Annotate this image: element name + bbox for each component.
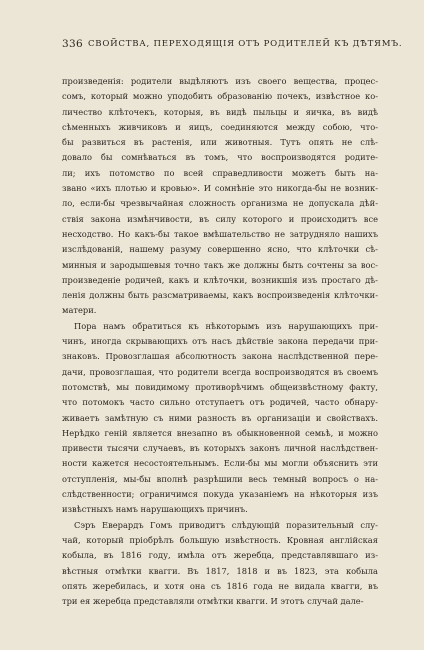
text-line: звано «ихъ плотью и кровью». И сомнѣніе это никогда-бы не возник- (62, 183, 378, 194)
text-line: Нерѣдко геній является внезапно въ обыкновенной семьѣ, и можно (62, 427, 378, 438)
text-line: сомъ, который можно уподобить образованію почекъ, извѣстное ко- (62, 91, 378, 102)
text-line: Сэръ Еверардъ Гомъ приводитъ слѣдующій поразительный слу- (74, 519, 378, 530)
page-header (62, 34, 403, 54)
text-line: чинъ, иногда скрывающихъ отъ насъ дѣйствіе закона передачи при- (62, 336, 378, 347)
text-line: что потомокъ часто сильно отступаетъ отъ родичей, часто обнару- (62, 397, 378, 408)
text-line: дачи, провозглашая, что родители всегда воспроизводятся въ своемъ (62, 366, 378, 377)
text-line: извѣстныхъ намъ нарушающихъ причинъ. (62, 504, 248, 515)
text-line: матери. (62, 305, 97, 316)
text-line: вѣстныя отмѣтки квагги. Въ 1817, 1818 и въ 1823, эта кобыла (62, 565, 378, 576)
text-line: ло, если-бы чрезвычайная сложность организма не допускала дѣй- (62, 198, 378, 209)
text-line: ли; ихъ потомство по всей справедливости можетъ быть на- (62, 167, 378, 178)
text-line: произведеніе родичей, какъ и клѣточки, возникшія изъ простаго дѣ- (62, 274, 378, 285)
text-line: ленія должны быть разсматриваемы, какъ воспроизведенія клѣточки- (62, 290, 378, 301)
paragraph (62, 518, 378, 610)
text-line: привести тысячи случаевъ, въ которыхъ законъ личной наслѣдствен- (62, 443, 378, 454)
text-line: личество клѣточекъ, которыя, въ видѣ пыльцы и яичка, въ видѣ (62, 106, 378, 117)
text-line: Пора намъ обратиться къ нѣкоторымъ изъ нарушающихъ при- (74, 320, 378, 331)
text-line: живаетъ замѣтную съ ними разность въ организаціи и свойствахъ. (62, 412, 378, 423)
text-line: сѣменныхъ живчиковъ и яицъ, соединяются между собою, что- (62, 121, 378, 132)
text-line: довало бы сомнѣваться въ томъ, что воспроизводятся родите- (62, 152, 378, 163)
text-line: кобыла, въ 1816 году, имѣла отъ жеребца, представлявшаго из- (62, 550, 378, 561)
text-line: отступленія, мы-бы вполнѣ разрѣшили весь темный вопросъ о на- (62, 473, 378, 484)
text-line: потомствѣ, мы повидимому противорѣчимъ общеизвѣстному факту, (62, 381, 378, 392)
text-line: несходство. Но какъ-бы такое вмѣшательство не затрудняло нашихъ (62, 228, 378, 239)
text-line: бы развиться въ растенія, или животныя. Тутъ опять не слѣ- (62, 137, 378, 148)
running-title: СВОЙСТВА, ПЕРЕХОДЯЩІЯ ОТЪ РОДИТЕЛЕЙ КЪ ДѢТЯМЪ. (87, 39, 403, 49)
text-line: опять жеребилась, и хотя она съ 1816 года не видала квагги, въ (62, 580, 378, 591)
text-line: три ея жеребца представляли отмѣтки квагги. И этотъ случай дале- (62, 596, 364, 607)
text-line: ствія закона измѣнчивости, въ силу которого и происходитъ все (62, 213, 378, 224)
text-line: слѣдственности; ограничимся покуда указаніемъ на нѣкоторыя изъ (62, 489, 378, 500)
body-text (62, 74, 378, 609)
text-line: чай, который пріобрѣлъ большую извѣстность. Кровная англійская (62, 534, 378, 545)
text-line: знаковъ. Провозглашая абсолютность закона наслѣдственной пере- (62, 351, 378, 362)
page-number: 336 (62, 38, 83, 50)
text-line: минныя и зародышевыя точно такъ же должны быть сочтены за вос- (62, 259, 378, 270)
paragraph (62, 319, 378, 518)
paragraph (62, 74, 378, 319)
text-line: ности кажется несостоятельнымъ. Если-бы мы могли объяснить эти (62, 458, 378, 469)
text-line: произведенія: родители выдѣляютъ изъ своего вещества, процес- (62, 76, 378, 86)
text-line: изслѣдованій, нашему разуму совершенно ясно, что клѣточки сѣ- (62, 244, 378, 255)
